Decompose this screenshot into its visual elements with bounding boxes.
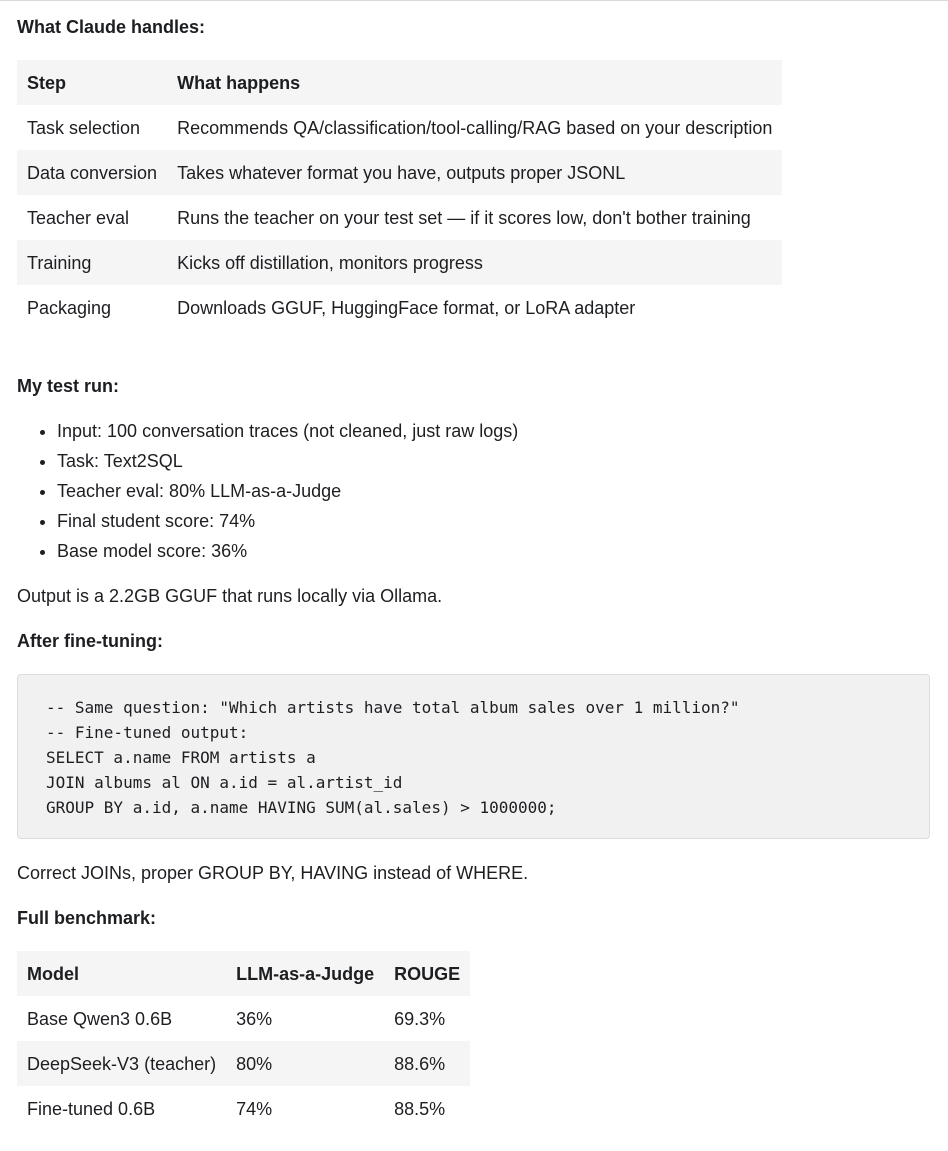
table-row bbox=[17, 1086, 470, 1131]
table-row bbox=[17, 105, 782, 150]
output-note: Output is a 2.2GB GGUF that runs locally via Ollama. bbox=[17, 586, 443, 606]
section-heading-after-fine-tuning: After fine-tuning: bbox=[17, 631, 163, 651]
table-cell: Takes whatever format you have, outputs proper JSONL bbox=[167, 150, 782, 195]
table-cell: 74% bbox=[236, 1098, 273, 1119]
section-heading-full-benchmark: Full benchmark: bbox=[17, 908, 157, 928]
table-cell: 88.5% bbox=[394, 1098, 446, 1119]
list-item: • Base model score: 36% bbox=[57, 536, 518, 566]
column-header: ROUGE bbox=[384, 951, 470, 996]
column-header: LLM-as-a-Judge bbox=[226, 951, 384, 996]
table-cell: Teacher eval bbox=[27, 207, 130, 228]
sql-code-block bbox=[17, 674, 930, 839]
list-item: • Task: Text2SQL bbox=[57, 446, 518, 476]
section-heading-test-run: My test run: bbox=[17, 376, 120, 396]
code-line: JOIN albums al ON a.id = al.artist_id bbox=[46, 773, 403, 792]
table-cell: Kicks off distillation, monitors progress bbox=[167, 240, 782, 285]
column-header: Step bbox=[17, 60, 167, 105]
code-line: GROUP BY a.id, a.name HAVING SUM(al.sales) > 1000000; bbox=[46, 798, 557, 817]
benchmark-table bbox=[17, 951, 470, 1131]
test-run-list bbox=[17, 416, 518, 566]
section-heading-claude-handles: What Claude handles: bbox=[17, 17, 206, 37]
table-cell: Task selection bbox=[27, 117, 141, 138]
table-row bbox=[17, 285, 782, 330]
column-header: Model bbox=[17, 951, 226, 996]
table-header-row bbox=[17, 60, 782, 105]
table-row bbox=[17, 195, 782, 240]
fine-tune-summary: Correct JOINs, proper GROUP BY, HAVING instead of WHERE. bbox=[17, 863, 529, 883]
list-item: • Teacher eval: 80% LLM-as-a-Judge bbox=[57, 476, 518, 506]
table-cell: Fine-tuned 0.6B bbox=[27, 1098, 156, 1119]
list-item: • Final student score: 74% bbox=[57, 506, 518, 536]
column-header: What happens bbox=[167, 60, 782, 105]
table-row bbox=[17, 996, 470, 1041]
list-item: • Input: 100 conversation traces (not cleaned, just raw logs) bbox=[57, 416, 518, 446]
table-cell: Recommends QA/classification/tool-calling/RAG based on your description bbox=[177, 117, 773, 138]
table-cell: Packaging bbox=[27, 297, 112, 318]
table-cell: Runs the teacher on your test set — if it scores low, don't bother training bbox=[177, 207, 751, 228]
table-cell: 36% bbox=[236, 1008, 273, 1029]
top-divider bbox=[0, 0, 948, 1]
steps-table bbox=[17, 60, 782, 330]
table-cell: 88.6% bbox=[384, 1041, 470, 1086]
table-header-row bbox=[17, 951, 470, 996]
table-cell: 69.3% bbox=[394, 1008, 446, 1029]
code-line: -- Fine-tuned output: bbox=[46, 723, 249, 742]
table-cell: Base Qwen3 0.6B bbox=[27, 1008, 173, 1029]
table-row bbox=[17, 240, 782, 285]
code-line: SELECT a.name FROM artists a bbox=[46, 748, 316, 767]
table-cell: Downloads GGUF, HuggingFace format, or LoRA adapter bbox=[177, 297, 636, 318]
code-line: -- Same question: "Which artists have total album sales over 1 million?" bbox=[46, 698, 740, 717]
table-cell: Training bbox=[17, 240, 167, 285]
table-row bbox=[17, 150, 782, 195]
table-cell: 80% bbox=[226, 1041, 384, 1086]
table-cell: DeepSeek-V3 (teacher) bbox=[17, 1041, 226, 1086]
table-cell: Data conversion bbox=[17, 150, 167, 195]
table-row bbox=[17, 1041, 470, 1086]
